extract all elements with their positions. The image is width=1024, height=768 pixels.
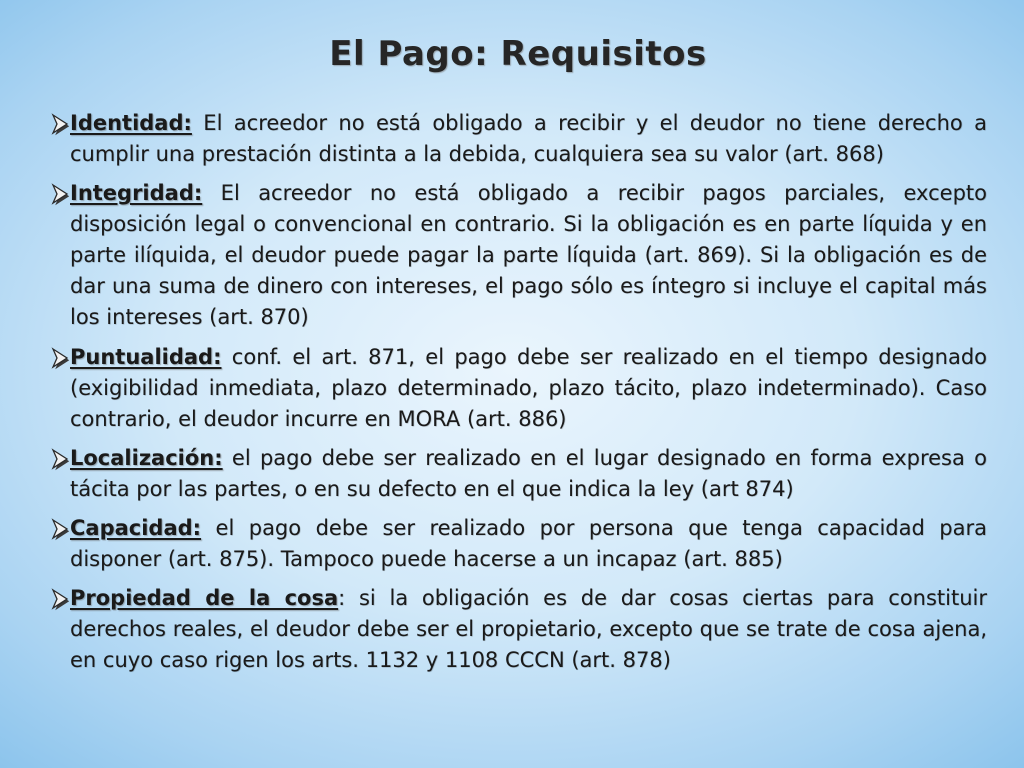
term-label: Localización: — [70, 446, 223, 470]
term-description: conf. el art. 871, el pago debe ser realizado en el tiempo designado (exigibilidad inmediata, plazo determinado, plazo tácito, plazo indeterminado). Caso contrario, el deudor incurre en MORA (art. 886) — [70, 345, 987, 431]
list-item-propiedad — [50, 583, 987, 676]
term-label: Identidad: — [70, 111, 192, 135]
requirements-list — [50, 108, 987, 684]
arrowhead-bullet-icon — [50, 447, 72, 473]
term-label: Propiedad de la cosa — [70, 586, 339, 610]
term-label: Integridad: — [70, 181, 203, 205]
term-description: el pago debe ser realizado por persona que tenga capacidad para disponer (art. 875). Tampoco puede hacerse a un incapaz (art. 885) — [70, 516, 987, 571]
term-description: El acreedor no está obligado a recibir pagos parciales, excepto disposición legal o convencional en contrario. Si la obligación es en parte líquida y en parte ilíquida, el deudor puede pagar la parte líquida (art. 869). Si la obligación es de dar una suma de dinero con intereses, el pago sólo es íntegro si incluye el capital más los intereses (art. 870) — [70, 181, 987, 329]
list-item-identidad — [50, 108, 987, 170]
arrowhead-bullet-icon — [50, 587, 72, 613]
list-item-integridad — [50, 178, 987, 333]
arrowhead-bullet-icon — [50, 517, 72, 543]
term-description: El acreedor no está obligado a recibir y el deudor no tiene derecho a cumplir una prestación distinta a la debida, cualquiera sea su valor (art. 868) — [70, 111, 987, 166]
term-description: el pago debe ser realizado en el lugar designado en forma expresa o tácita por las partes, o en su defecto en el que indica la ley (art 874) — [70, 446, 987, 501]
list-item-puntualidad — [50, 342, 987, 435]
arrowhead-bullet-icon — [50, 182, 72, 208]
list-item-capacidad — [50, 513, 987, 575]
term-label: Puntualidad: — [70, 345, 222, 369]
term-label: Capacidad: — [70, 516, 202, 540]
term-description: : si la obligación es de dar cosas ciertas para constituir derechos reales, el deudor debe ser el propietario, excepto que se trate de cosa ajena, en cuyo caso rigen los arts. 1132 y 1108 CCCN (art. 878) — [70, 586, 987, 672]
slide-title: El Pago: Requisitos — [329, 34, 707, 74]
list-item-localizacion — [50, 443, 987, 505]
arrowhead-bullet-icon — [50, 112, 72, 138]
arrowhead-bullet-icon — [50, 346, 72, 372]
